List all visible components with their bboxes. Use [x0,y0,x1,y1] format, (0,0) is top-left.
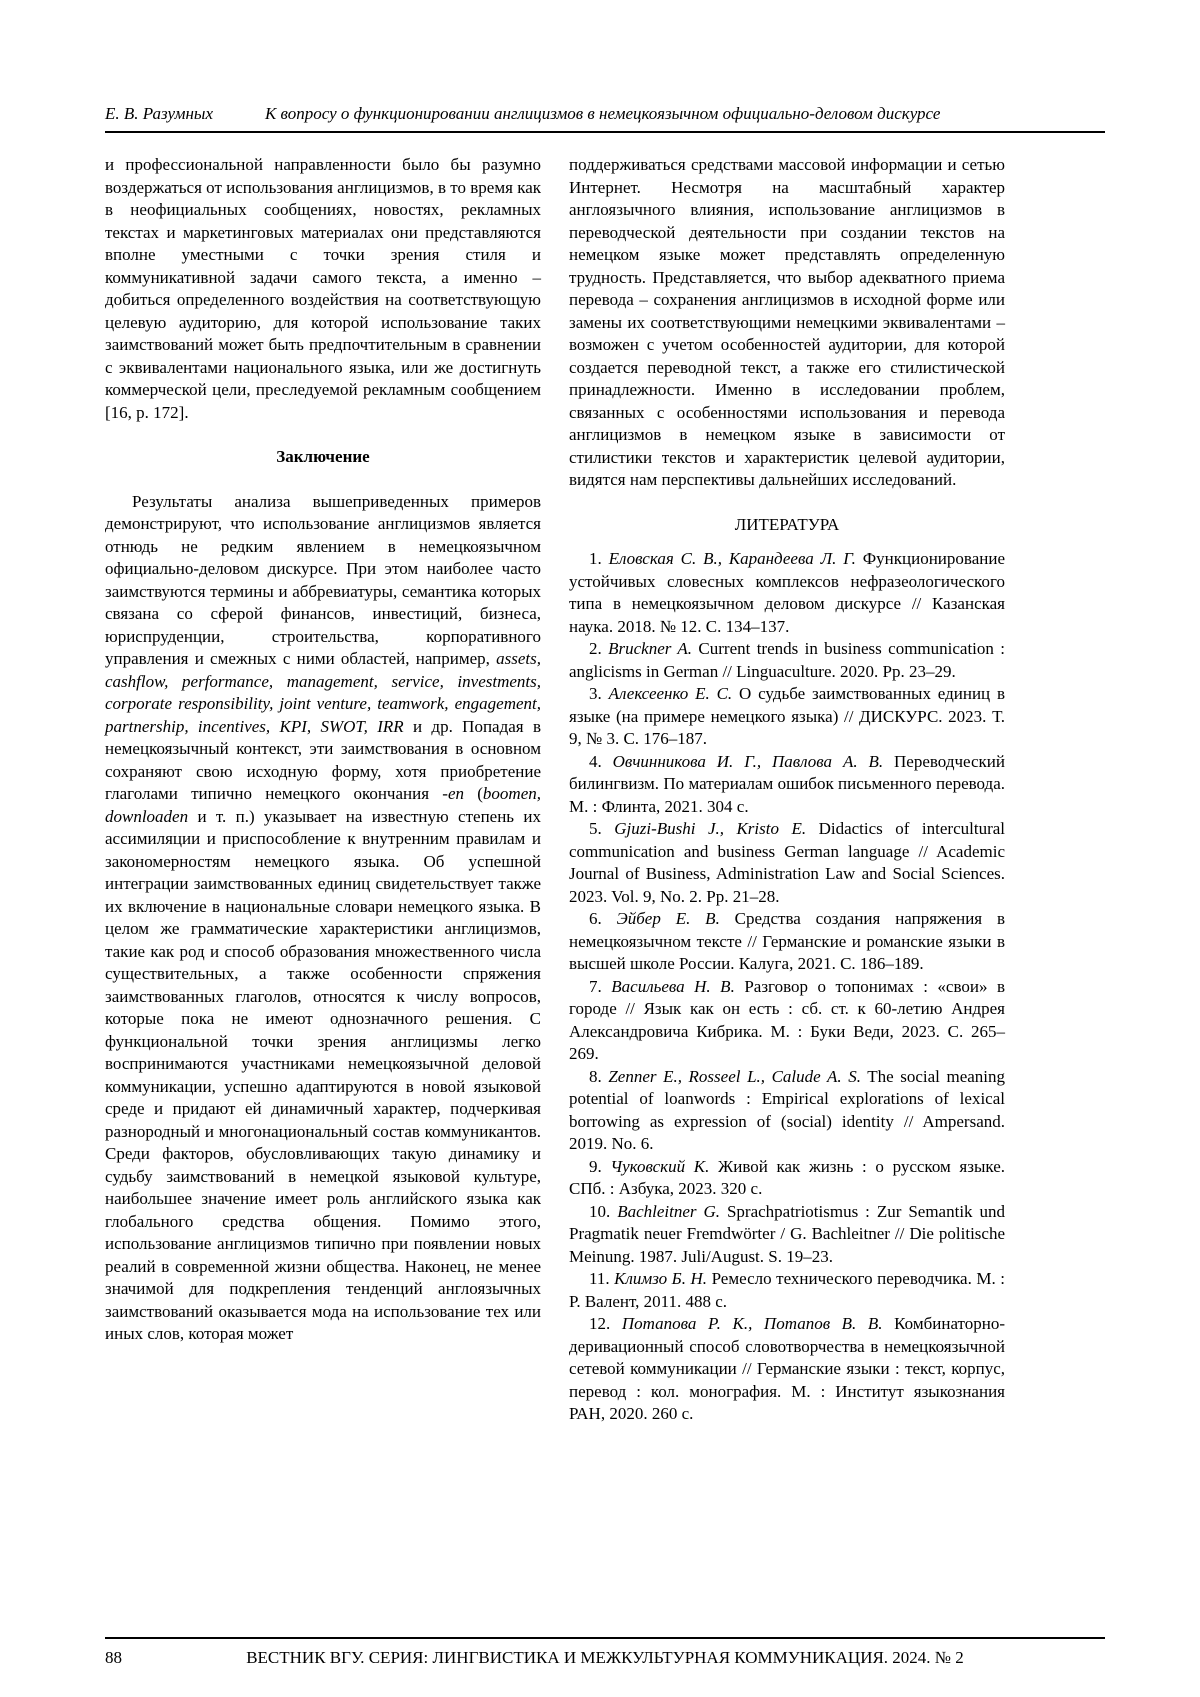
plain-text: 9. [589,1156,611,1176]
reference-item [569,751,1005,819]
italic-text: Zenner E., Rosseel L., Calude A. S. [608,1066,861,1086]
plain-text: О судьбе заимствованных единиц в языке (на примере немецкого языка) // ДИСКУРС. 2023. Т. 9, № 3. С. 176–187. [569,684,1005,748]
plain-text: Функционирование устойчивых словесных комплексов нефразеологического типа в немецкоязычном деловом дискурсе // Казанская наука. 2018. № 12. С. 134–137. [569,549,1005,636]
conclusion-heading: Заключение [276,447,370,466]
italic-text: Чуковский К. [610,1156,710,1176]
reference-item [569,1313,1005,1426]
plain-text: Didactics of intercultural communication and business German language // Academic Journal of Business, Administration Law and Social Sciences. 2023. Vol. 9, No. 2. Pp. 21–28. [569,819,1005,906]
continuation-paragraph: и профессиональной направленности было бы разумно воздержаться от использования англицизмов, в то время как в неофициальных сообщениях, новостях, рекламных текстах и маркетинговых материалах они представляются вполне уместными с точки зрения стиля и коммуникативной задачи самого текста, а именно – добиться определенного воздействия на соответствующую целевую аудиторию, для которой использование таких заимствований может быть предпочтительным в сравнении с эквивалентами национального языка, или же достигнуть коммерческой цели, преследуемой рекламным сообщением [16, p. 172]. [105,155,541,422]
italic-text: Bruckner A. [608,639,693,658]
plain-text: 3. [589,684,609,703]
italic-text: assets, cashflow, performance, management, service, investments, corporate responsibility, joint venture, teamwork, engagement, partnership, incentives, KPI, SWOT, IRR [105,649,541,736]
conclusion-paragraph [105,491,541,1346]
right-column [569,154,1005,1426]
page-footer [105,1637,1105,1669]
italic-text: Алексеенко Е. С. [608,684,733,703]
plain-text: Результаты анализа вышеприведенных примеров демонстрируют, что использование англицизмов является отнюдь не редким явлением в немецкоязычном официально-деловом дискурсе. При этом наиболее часто заимствуются термины и аббревиатуры, семантика которых связана со сферой финансов, инвестиций, бизнеса, юриспруденции, строительства, корпоративного управления и смежных с ними областей, например, [105,491,541,668]
plain-text: Средства создания напряжения в немецкоязычном тексте // Германские и романские языки в высшей школе России. Калуга, 2021. С. 186–189. [569,909,1005,973]
italic-text: Климзо Б. Н. [614,1269,708,1288]
header-running-title: К вопросу о функционировании англицизмов в немецкоязычном официально-деловом дискурсе [265,104,941,123]
reference-item [569,1066,1005,1156]
left-column [105,154,541,1426]
footer-line [105,1647,1105,1669]
italic-text: Еловская С. В., Карандеева Л. Г. [608,549,856,568]
plain-text: Current trends in business communication : anglicisms in German // Linguaculture. 2020. Pp. 23–29. [569,639,1005,681]
continuation-paragraph: поддерживаться средствами массовой информации и сетью Интернет. Несмотря на масштабный характер англоязычного влияния, использование англицизмов в переводческой деятельности при создании текстов на немецком языке может представлять определенную трудность. Представляется, что выбор адекватного приема перевода – сохранения англицизмов в исходной форме или замены их соответствующими немецкими эквивалентами – возможен с учетом особенностей аудитории, для которой создается переводной текст, а также его стилистической принадлежности. Именно в исследовании проблем, связанных с особенностями использования и перевода англицизмов в немецком языке в зависимости от стилистики текстов и характеристик целевой аудитории, видятся нам перспективы дальнейших исследований. [569,155,1005,489]
reference-item [569,1268,1005,1313]
plain-text: 8. [589,1066,609,1086]
italic-text: Bachleitner G. [617,1201,720,1221]
plain-text: 10. [589,1201,618,1221]
italic-text: boomen, downloaden [105,784,541,826]
plain-text: 7. [589,976,612,996]
plain-text: 4. [589,751,613,771]
plain-text: Ремесло технического переводчика. М. : Р. Валент, 2011. 488 с. [569,1269,1006,1311]
plain-text: Живой как жизнь : о русском языке. СПб. : Азбука, 2023. 320 с. [569,1156,1006,1198]
plain-text: 6. [589,909,617,928]
italic-text: Васильева Н. В. [611,976,735,996]
reference-item [569,1156,1005,1201]
plain-text: Разговор о топонимах : «свои» в городе // Язык как он есть : сб. ст. к 60-летию Андрея Александровича Кибрика. М. : Буки Веди, 2023. С. 265–269. [569,976,1006,1063]
footer-rule [105,1637,1105,1639]
plain-text: и т. п.) указывает на известную степень их ассимиляции и приспособление к внутренним правилам и закономерностям немецкого языка. Об успешной интеграции заимствованных единиц свидетельствует также их включение в национальные словари немецкого языка. В целом же грамматические характеристики англицизмов, такие как род и способ образования множественного числа существительных, а также особенности спряжения заимствованных глаголов, относятся к числу вопросов, которые пока не имеют однозначного решения. С функциональной точки зрения англицизмы легко воспринимаются участниками немецкоязычной деловой коммуникации, успешно адаптируются в новой языковой среде и придают ей динамичный характер, подчеркивая разнородный и многонациональный состав коммуникантов. Среди факторов, обусловливающих такую динамику и судьбу заимствований в немецкой языковой культуре, наибольшее значение имеет роль английского языка как глобального средства общения. Помимо этого, использование англицизмов типично при появлении новых реалий в современной жизни общества. Наконец, не менее значимой для подкрепления тенденций англоязычных заимствований оказывается мода на использование тех или иных слов, которая может [105,806,541,1343]
header-author: Е. В. Разумных [105,104,213,123]
journal-title-line: ВЕСТНИК ВГУ. СЕРИЯ: ЛИНГВИСТИКА И МЕЖКУЛЬТУРНАЯ КОММУНИКАЦИЯ. 2024. № 2 [246,1648,964,1667]
reference-item [569,638,1005,683]
plain-text: Комбинаторно-деривационный способ словотворчества в немецкоязычной сетевой коммуникации // Германские языки : текст, корпус, перевод : кол. монография. М. : Институт языкознания РАН, 2020. 260 с. [569,1314,1006,1423]
literature-heading: ЛИТЕРАТУРА [734,514,840,534]
plain-text: 11. [589,1269,615,1288]
page-number: 88 [105,1648,122,1667]
reference-item [569,683,1005,751]
italic-text: Овчинникова И. Г., Павлова А. В. [612,751,884,771]
reference-item [569,548,1005,638]
plain-text: Переводческий билингвизм. По материалам ошибок письменного перевода. М. : Флинта, 2021. 304 с. [569,751,1005,816]
plain-text: 5. [589,819,615,838]
plain-text: The social meaning potential of loanwords : Empirical explorations of lexical borrowing as expression of (social) identity // Ampersand. 2019. No. 6. [569,1066,1006,1153]
article-body [105,154,1105,1426]
italic-text: Потапова Р. К., Потапов В. В. [621,1314,883,1333]
reference-item [569,976,1005,1066]
italic-text: -en [442,784,465,803]
italic-text: Gjuzi-Bushi J., Kristo E. [614,819,807,838]
plain-text: и др. Попадая в немецкоязычный контекст, эти заимствования в основном сохраняют свою исходную форму, хотя приобретение глаголами типично немецкого окончания [105,716,541,803]
running-header [105,103,1105,124]
plain-text: ( [464,784,483,803]
plain-text: 2. [589,639,609,658]
reference-item [569,1201,1005,1269]
references-list [569,548,1005,1426]
header-rule [105,131,1105,133]
plain-text: 1. [589,549,609,568]
reference-item [569,818,1005,908]
italic-text: Эйбер Е. В. [616,909,720,928]
reference-item [569,908,1005,976]
plain-text: Sprachpatriotismus : Zur Semantik und Pragmatik neuer Fremdwörter / G. Bachleitner // Die politische Meinung. 1987. Juli/August. S. 19–23. [569,1201,1005,1266]
plain-text: 12. [589,1314,622,1333]
